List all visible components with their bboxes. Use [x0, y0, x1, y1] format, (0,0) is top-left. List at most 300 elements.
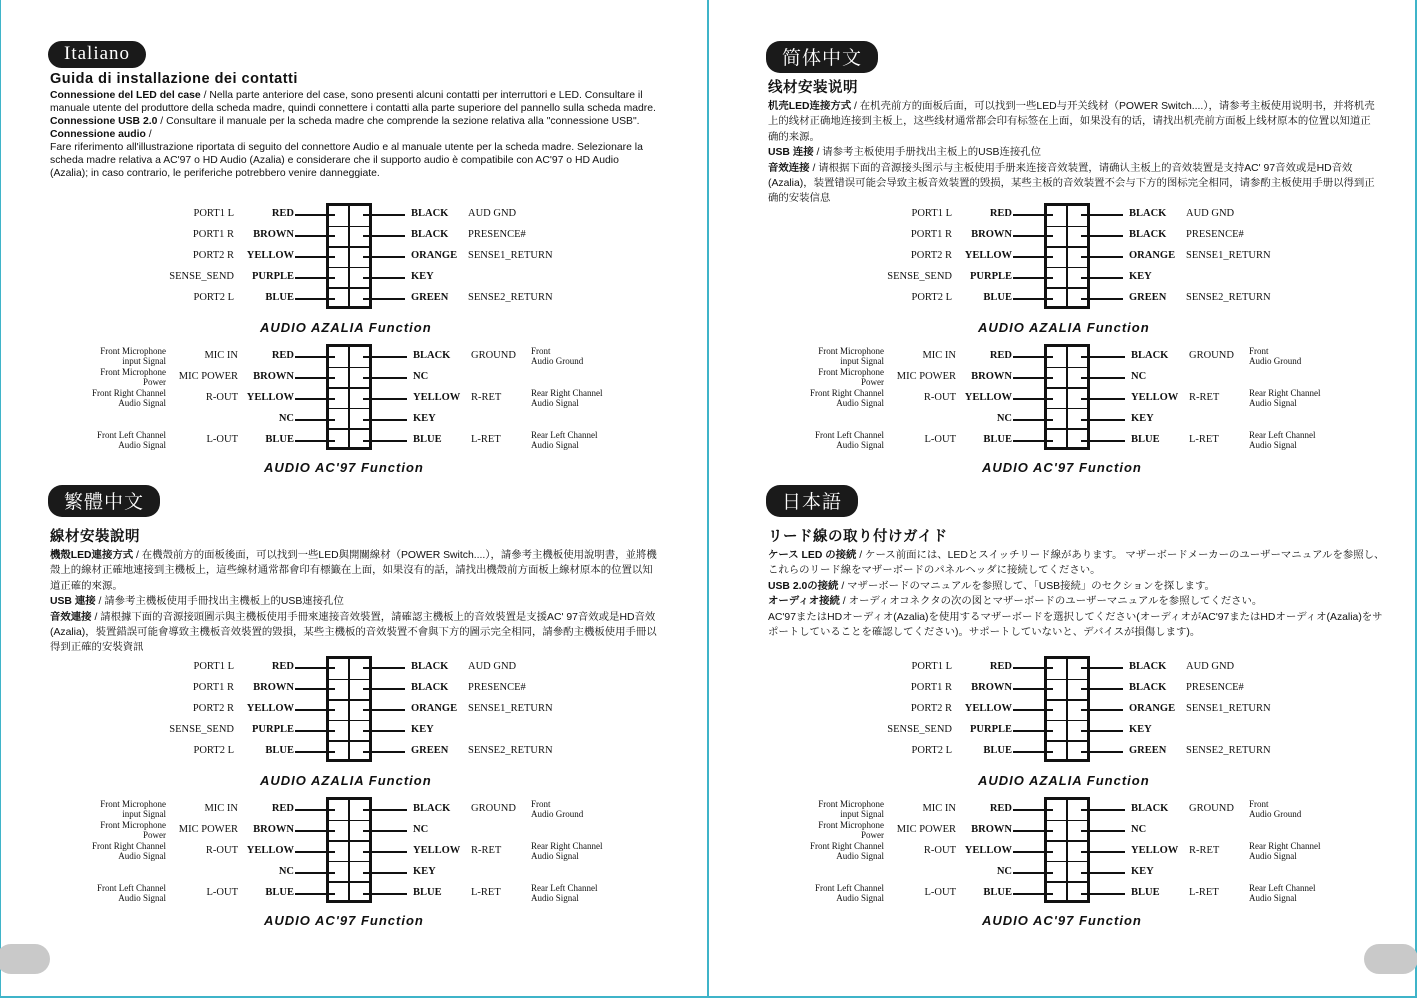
wire-color-right: GREEN — [1129, 745, 1167, 756]
signal-desc-left: Front Left Channel — [815, 883, 884, 893]
signal-desc-right: Audio Signal — [1249, 440, 1297, 450]
wire-lead-left — [295, 751, 335, 753]
signal-desc-left: input Signal — [840, 809, 884, 819]
wire-lead-left — [1013, 277, 1053, 279]
para-0: Connessione del LED del case / Nella parte anteriore del case, sono presenti alcuni contatti per interruttori e LED. Consultare il manuale utente del produttore della scheda madre, quindi connettere i contatti alla parte superiore del pannello sulla scheda madre. — [50, 90, 656, 114]
signal-desc-right: Audio Signal — [1249, 398, 1297, 408]
wire-color-right: BLACK — [411, 208, 449, 219]
signal-desc-left: Front Microphone — [818, 346, 884, 356]
wire-color-left: BROWN — [253, 371, 294, 382]
wire-color-left: RED — [989, 208, 1012, 219]
wire-color-right: KEY — [1129, 724, 1152, 735]
wire-lead-left — [295, 377, 335, 379]
wire-color-right: NC — [413, 824, 429, 835]
signal-desc-right: Audio Signal — [1249, 893, 1297, 903]
wire-color-left: PURPLE — [252, 724, 294, 735]
pin-header-row-line — [329, 679, 369, 681]
wire-lead-right — [363, 851, 407, 853]
pin-label-left: PORT2 R — [192, 250, 234, 261]
para-0: 机壳LED连接方式 / 在机壳前方的面板后面，可以找到一些LED与开关线材（POWER Switch....），请参考主板使用说明书，并将机壳上的线材正确地连接到主板上，这些线材通常都会印有标签在上面，如果没有的话，请找出机壳前方面板上线材原本的位置以知道正确的来源。 — [768, 101, 1375, 143]
pin-label-right: SENSE2_RETURN — [468, 745, 553, 756]
pin-label-left: MIC POWER — [896, 824, 956, 835]
wire-lead-right — [363, 377, 407, 379]
wire-color-left: YELLOW — [246, 250, 294, 261]
wire-color-left: YELLOW — [964, 392, 1012, 403]
pin-header-divider — [1066, 347, 1068, 447]
left-page — [0, 0, 708, 998]
pin-header-row-line — [1047, 428, 1087, 430]
wire-lead-right — [1081, 751, 1123, 753]
wire-lead-right — [1081, 419, 1125, 421]
pin-label-left: MIC IN — [922, 803, 956, 814]
signal-desc-right: Audio Signal — [531, 398, 579, 408]
signal-desc-left: Audio Signal — [836, 440, 884, 450]
signal-desc-left: Audio Signal — [118, 398, 166, 408]
pin-header — [1044, 344, 1090, 450]
pin-label-right: SENSE1_RETURN — [468, 250, 553, 261]
wire-color-left: PURPLE — [970, 271, 1012, 282]
signal-desc-left: Front Right Channel — [810, 388, 884, 398]
wire-lead-right — [363, 893, 407, 895]
wire-lead-right — [1081, 730, 1123, 732]
pin-header-row-line — [1047, 720, 1087, 722]
page-tab-left — [0, 944, 50, 974]
pin-label-right: AUD GND — [1186, 661, 1235, 672]
wire-lead-left — [295, 809, 335, 811]
language-badge: 日本語 — [766, 485, 858, 517]
wire-color-left: NC — [278, 413, 294, 424]
pin-header-row-line — [329, 820, 369, 822]
wire-color-left: BROWN — [971, 682, 1012, 693]
function-title: AUDIO AZALIA Function — [260, 773, 432, 788]
signal-desc-right: Front — [531, 799, 551, 809]
wire-lead-left — [1013, 377, 1053, 379]
wire-color-left: BROWN — [971, 371, 1012, 382]
wire-color-right: KEY — [1129, 271, 1152, 282]
wire-lead-left — [1013, 851, 1053, 853]
pin-label-right: AUD GND — [468, 208, 517, 219]
pin-header-row-line — [1047, 820, 1087, 822]
signal-desc-right: Rear Right Channel — [1249, 841, 1321, 851]
pin-label-left: PORT1 R — [192, 229, 234, 240]
wire-lead-right — [1081, 235, 1123, 237]
wire-lead-left — [1013, 398, 1053, 400]
wire-color-left: YELLOW — [964, 250, 1012, 261]
wire-lead-right — [1081, 893, 1125, 895]
azalia-diagram — [0, 203, 708, 343]
para-2: オーディオ接続 / オーディオコネクタの次の図とマザーボードのユーザーマニュアルを参照してください。 — [768, 596, 1263, 608]
wire-lead-left — [295, 830, 335, 832]
pin-label-right: L-RET — [1189, 434, 1219, 445]
pin-label-right: L-RET — [471, 887, 501, 898]
signal-desc-right: Audio Signal — [531, 851, 579, 861]
wire-color-left: BLUE — [983, 745, 1012, 756]
pin-label-left: MIC POWER — [178, 371, 238, 382]
wire-lead-right — [1081, 851, 1125, 853]
pin-header-row-line — [1047, 226, 1087, 228]
wire-lead-left — [1013, 440, 1053, 442]
signal-desc-left: Front Microphone — [100, 799, 166, 809]
wire-color-left: NC — [278, 866, 294, 877]
signal-desc-right: Rear Right Channel — [531, 841, 603, 851]
pin-label-right: GROUND — [471, 350, 516, 361]
wire-color-left: RED — [271, 803, 294, 814]
pin-label-right: R-RET — [1189, 392, 1220, 403]
pin-label-left: PORT1 R — [910, 229, 952, 240]
pin-label-right: L-RET — [471, 434, 501, 445]
para-1: USB 2.0の接続 / マザーボードのマニュアルを参照して、「USB接続」のセクションを探します。 — [768, 580, 1215, 592]
signal-desc-left: Front Right Channel — [92, 388, 166, 398]
signal-desc-left: Audio Signal — [836, 398, 884, 408]
pin-label-left: SENSE_SEND — [169, 724, 234, 735]
wire-color-right: KEY — [1131, 413, 1154, 424]
wire-lead-left — [295, 688, 335, 690]
pin-header-divider — [348, 659, 350, 759]
pin-label-left: MIC POWER — [178, 824, 238, 835]
pin-label-right: AUD GND — [468, 661, 517, 672]
signal-desc-left: Audio Signal — [118, 440, 166, 450]
function-title: AUDIO AC'97 Function — [982, 460, 1142, 475]
pin-header-row-line — [1047, 246, 1087, 248]
signal-desc-right: Audio Ground — [1249, 809, 1302, 819]
right-page — [709, 0, 1417, 998]
pin-label-right: PRESENCE# — [1186, 682, 1244, 693]
pin-header-row-line — [329, 861, 369, 863]
signal-desc-left: Front Left Channel — [815, 430, 884, 440]
wire-color-right: NC — [413, 371, 429, 382]
pin-header-row-line — [329, 428, 369, 430]
pin-label-left: PORT2 L — [193, 745, 234, 756]
wire-color-right: BLACK — [1131, 803, 1169, 814]
ac97-diagram — [718, 797, 1417, 937]
wire-color-left: RED — [271, 661, 294, 672]
wire-lead-left — [295, 419, 335, 421]
pin-label-right: PRESENCE# — [468, 682, 526, 693]
pin-header-row-line — [329, 246, 369, 248]
wire-color-left: PURPLE — [970, 724, 1012, 735]
wire-lead-right — [363, 709, 405, 711]
pin-header-row-line — [329, 720, 369, 722]
wire-color-left: NC — [996, 413, 1012, 424]
wire-lead-left — [295, 440, 335, 442]
pin-header — [1044, 797, 1090, 903]
signal-desc-right: Audio Signal — [1249, 851, 1297, 861]
pin-header-row-line — [1047, 699, 1087, 701]
signal-desc-left: Front Microphone — [100, 367, 166, 377]
wire-color-left: RED — [989, 350, 1012, 361]
wire-color-right: BLUE — [413, 434, 442, 445]
pin-header — [326, 797, 372, 903]
pin-label-left: SENSE_SEND — [887, 271, 952, 282]
pin-header-row-line — [329, 408, 369, 410]
pin-header-row-line — [329, 287, 369, 289]
language-badge: 繁體中文 — [48, 485, 160, 517]
wire-color-left: BROWN — [253, 824, 294, 835]
signal-desc-left: input Signal — [122, 356, 166, 366]
wire-lead-right — [363, 235, 405, 237]
wire-lead-left — [295, 851, 335, 853]
signal-desc-right: Front — [531, 346, 551, 356]
pin-label-left: L-OUT — [206, 887, 238, 898]
wire-lead-right — [363, 256, 405, 258]
pin-header-divider — [348, 206, 350, 306]
wire-lead-right — [363, 277, 405, 279]
signal-desc-right: Audio Ground — [1249, 356, 1302, 366]
signal-desc-left: Audio Signal — [836, 851, 884, 861]
signal-desc-right: Front — [1249, 346, 1269, 356]
pin-header-row-line — [1047, 840, 1087, 842]
wire-color-right: BLACK — [413, 350, 451, 361]
wire-lead-left — [1013, 809, 1053, 811]
wire-color-right: BLUE — [413, 887, 442, 898]
wire-lead-left — [295, 277, 335, 279]
signal-desc-right: Audio Signal — [531, 893, 579, 903]
wire-color-right: BLACK — [411, 229, 449, 240]
signal-desc-left: Power — [861, 830, 884, 840]
pin-label-left: SENSE_SEND — [887, 724, 952, 735]
function-title: AUDIO AZALIA Function — [978, 773, 1150, 788]
wire-lead-right — [363, 688, 405, 690]
wire-color-right: YELLOW — [1131, 845, 1179, 856]
pin-label-right: PRESENCE# — [1186, 229, 1244, 240]
pin-label-right: PRESENCE# — [468, 229, 526, 240]
function-title: AUDIO AZALIA Function — [978, 320, 1150, 335]
wire-color-left: RED — [271, 350, 294, 361]
pin-label-left: SENSE_SEND — [169, 271, 234, 282]
wire-color-left: BROWN — [253, 682, 294, 693]
wire-lead-right — [1081, 377, 1125, 379]
pin-label-left: PORT2 R — [192, 703, 234, 714]
wire-lead-right — [363, 667, 405, 669]
pin-label-left: PORT2 L — [911, 745, 952, 756]
wire-lead-left — [295, 709, 335, 711]
wire-lead-right — [1081, 256, 1123, 258]
wire-color-left: BLUE — [983, 887, 1012, 898]
pin-label-left: L-OUT — [924, 434, 956, 445]
pin-label-right: SENSE2_RETURN — [1186, 745, 1271, 756]
wire-lead-left — [1013, 256, 1053, 258]
wire-lead-left — [1013, 688, 1053, 690]
pin-header-row-line — [329, 881, 369, 883]
wire-color-right: BLACK — [1129, 229, 1167, 240]
pin-label-left: MIC IN — [204, 803, 238, 814]
wire-lead-right — [1081, 688, 1123, 690]
wire-color-left: BROWN — [971, 229, 1012, 240]
wire-lead-right — [363, 872, 407, 874]
signal-desc-right: Audio Ground — [531, 809, 584, 819]
wire-lead-left — [1013, 214, 1053, 216]
wire-lead-left — [295, 398, 335, 400]
para-3: AC'97またはHDオーディオ(Azalia)を使用するマザーボードを選択してください(オーディオがAC'97またはHDオーディオ(Azalia)をサポートしていることを確認してください)。サポートしていないと、デバイスが損傷します)。 — [768, 611, 1383, 639]
wire-lead-right — [1081, 440, 1125, 442]
wire-color-right: ORANGE — [1129, 703, 1176, 714]
pin-label-left: R-OUT — [205, 845, 238, 856]
wire-lead-left — [295, 256, 335, 258]
wire-color-right: ORANGE — [411, 250, 458, 261]
signal-desc-right: Audio Ground — [531, 356, 584, 366]
para-0: ケース LED の接続 / ケース前面には、LEDとスイッチリード線があります。 マザーボードメーカーのユーザーマニュアルを参照し、これらのリード線をマザーボードのパネルヘッダに接続してください。 — [768, 550, 1385, 577]
wire-lead-right — [1081, 214, 1123, 216]
signal-desc-right: Rear Right Channel — [531, 388, 603, 398]
pin-header-row-line — [329, 840, 369, 842]
wire-lead-left — [295, 356, 335, 358]
pin-label-left: L-OUT — [206, 434, 238, 445]
para-1: Connessione USB 2.0 / Consultare il manuale per la scheda madre che comprende la sezione relativa alla "connessione USB". — [50, 116, 640, 127]
pin-label-left: PORT2 R — [910, 250, 952, 261]
wire-lead-left — [1013, 709, 1053, 711]
wire-color-left: YELLOW — [246, 392, 294, 403]
wire-color-right: NC — [1131, 824, 1147, 835]
wire-color-right: BLUE — [1131, 887, 1160, 898]
signal-desc-right: Rear Left Channel — [1249, 430, 1316, 440]
wire-lead-right — [363, 298, 405, 300]
para-1: USB 連接 / 請參考主機板使用手冊找出主機板上的USB連接孔位 — [50, 596, 344, 608]
ac97-diagram — [718, 344, 1417, 484]
wire-color-left: YELLOW — [964, 845, 1012, 856]
pin-label-right: GROUND — [1189, 350, 1234, 361]
pin-label-left: MIC IN — [922, 350, 956, 361]
wire-lead-left — [295, 872, 335, 874]
wire-color-right: YELLOW — [413, 845, 461, 856]
wire-lead-right — [1081, 298, 1123, 300]
wire-color-right: BLACK — [1129, 661, 1167, 672]
wire-color-left: YELLOW — [246, 845, 294, 856]
pin-header-row-line — [1047, 367, 1087, 369]
pin-header — [326, 344, 372, 450]
pin-label-left: PORT1 R — [192, 682, 234, 693]
signal-desc-left: Front Microphone — [818, 367, 884, 377]
pin-label-right: AUD GND — [1186, 208, 1235, 219]
pin-label-left: MIC POWER — [896, 371, 956, 382]
wire-lead-right — [1081, 709, 1123, 711]
wire-lead-right — [1081, 872, 1125, 874]
wire-lead-right — [363, 398, 407, 400]
wire-color-right: BLACK — [1129, 682, 1167, 693]
wire-color-left: BROWN — [971, 824, 1012, 835]
wire-color-right: BLUE — [1131, 434, 1160, 445]
language-badge: Italiano — [48, 41, 146, 68]
wire-color-right: GREEN — [1129, 292, 1167, 303]
pin-header-row-line — [1047, 408, 1087, 410]
azalia-diagram — [0, 656, 708, 796]
wire-color-left: NC — [996, 866, 1012, 877]
wire-color-right: KEY — [411, 271, 434, 282]
wire-lead-right — [363, 419, 407, 421]
pin-label-left: PORT2 R — [910, 703, 952, 714]
signal-desc-right: Rear Left Channel — [1249, 883, 1316, 893]
pin-header-row-line — [1047, 740, 1087, 742]
section-simplified-chinese — [766, 41, 1376, 207]
signal-desc-left: Front Microphone — [100, 820, 166, 830]
pin-label-left: PORT1 L — [911, 661, 952, 672]
para-2: 音效連接 / 請根據下面的音源接頭圖示與主機板使用手冊來連接音效裝置，請確認主機板上的音效裝置是支援AC' 97音效或是HD音效(Azalia)，裝置錯誤可能會導致主機板音效裝置的毀損，某些主機板的音效裝置不會與下方的圖示完全相同，請參酌主機板使用手冊以得到正確的安裝資訊 — [50, 611, 657, 654]
wire-lead-right — [1081, 356, 1125, 358]
pin-label-right: SENSE1_RETURN — [1186, 250, 1271, 261]
pin-header-divider — [1066, 659, 1068, 759]
pin-header-row-line — [329, 267, 369, 269]
pin-header-row-line — [1047, 267, 1087, 269]
wire-lead-right — [363, 809, 407, 811]
signal-desc-left: input Signal — [840, 356, 884, 366]
wire-color-right: YELLOW — [1131, 392, 1179, 403]
pin-label-left: PORT2 L — [911, 292, 952, 303]
pin-label-left: L-OUT — [924, 887, 956, 898]
signal-desc-left: input Signal — [122, 809, 166, 819]
function-title: AUDIO AC'97 Function — [264, 460, 424, 475]
wire-lead-right — [363, 751, 405, 753]
wire-color-right: BLACK — [411, 661, 449, 672]
wire-lead-left — [1013, 298, 1053, 300]
signal-desc-right: Front — [1249, 799, 1269, 809]
pin-label-left: PORT1 L — [911, 208, 952, 219]
section-traditional-chinese — [48, 485, 658, 656]
wire-color-left: BLUE — [265, 745, 294, 756]
function-title: AUDIO AC'97 Function — [982, 913, 1142, 928]
pin-label-right: SENSE1_RETURN — [1186, 703, 1271, 714]
wire-color-right: GREEN — [411, 745, 449, 756]
wire-lead-left — [295, 298, 335, 300]
wire-lead-right — [1081, 398, 1125, 400]
ac97-diagram — [0, 797, 708, 937]
wire-lead-left — [295, 235, 335, 237]
wire-lead-right — [363, 830, 407, 832]
pin-label-left: PORT1 L — [193, 208, 234, 219]
wire-color-left: BROWN — [253, 229, 294, 240]
wire-lead-right — [1081, 830, 1125, 832]
wire-lead-left — [1013, 893, 1053, 895]
wire-color-right: KEY — [413, 413, 436, 424]
signal-desc-left: Front Microphone — [818, 799, 884, 809]
signal-desc-left: Power — [143, 830, 166, 840]
section-title: リード線の取り付けガイド — [768, 529, 948, 545]
pin-label-left: R-OUT — [205, 392, 238, 403]
wire-lead-right — [363, 356, 407, 358]
pin-label-left: R-OUT — [923, 845, 956, 856]
wire-color-left: BLUE — [265, 887, 294, 898]
signal-desc-right: Rear Right Channel — [1249, 388, 1321, 398]
wire-color-right: KEY — [413, 866, 436, 877]
wire-color-right: KEY — [1131, 866, 1154, 877]
wire-color-left: BLUE — [265, 292, 294, 303]
signal-desc-left: Front Right Channel — [92, 841, 166, 851]
signal-desc-right: Audio Signal — [531, 440, 579, 450]
para-0: 機殼LED連接方式 / 在機殼前方的面板後面，可以找到一些LED與開關線材（POWER Switch....），請參考主機板使用說明書，並將機殼上的線材正確地連接到主機板上，這些線材通常都會印有標籤在上面，如果沒有的話，請找出機殼前方面板上線材原本的位置以知道正確的來源。 — [50, 550, 657, 592]
wire-color-right: KEY — [411, 724, 434, 735]
wire-lead-left — [1013, 730, 1053, 732]
pin-header-divider — [1066, 800, 1068, 900]
wire-color-left: YELLOW — [964, 703, 1012, 714]
wire-color-left: RED — [989, 803, 1012, 814]
para-3: Fare riferimento all'illustrazione riportata di seguito del connettore Audio e al manuale utente per la scheda madre. Selezionare la scheda madre relativa a AC'97 o HD Audio (Azalia) e considerare che il supporto audio è compatibile con AC'97 o HD Audio (Azalia); in caso contrario, le periferiche potrebbero venire danneggiate. — [50, 142, 643, 179]
wire-color-right: ORANGE — [1129, 250, 1176, 261]
pin-header-divider — [348, 347, 350, 447]
para-2: 音效连接 / 请根据下面的音源接头图示与主板使用手册来连接音效装置，请确认主板上的音效装置是支持AC' 97音效或是HD音效(Azalia)，装置错误可能会导致主板音效装置的毁损，某些主板的音效装置不会与下方的图标完全相同，请参酌主板使用手册以得到正确的安装信息 — [768, 162, 1375, 205]
wire-lead-right — [363, 440, 407, 442]
wire-lead-left — [1013, 830, 1053, 832]
wire-lead-right — [363, 730, 405, 732]
wire-lead-left — [1013, 667, 1053, 669]
wire-lead-left — [1013, 872, 1053, 874]
wire-color-left: BLUE — [983, 292, 1012, 303]
wire-color-right: BLACK — [1131, 350, 1169, 361]
wire-color-right: GREEN — [411, 292, 449, 303]
pin-header-row-line — [1047, 387, 1087, 389]
section-title: 線材安裝說明 — [50, 529, 140, 545]
wire-lead-left — [295, 730, 335, 732]
section-title: 线材安装说明 — [768, 80, 858, 96]
azalia-diagram — [718, 656, 1417, 796]
signal-desc-left: Front Left Channel — [97, 883, 166, 893]
